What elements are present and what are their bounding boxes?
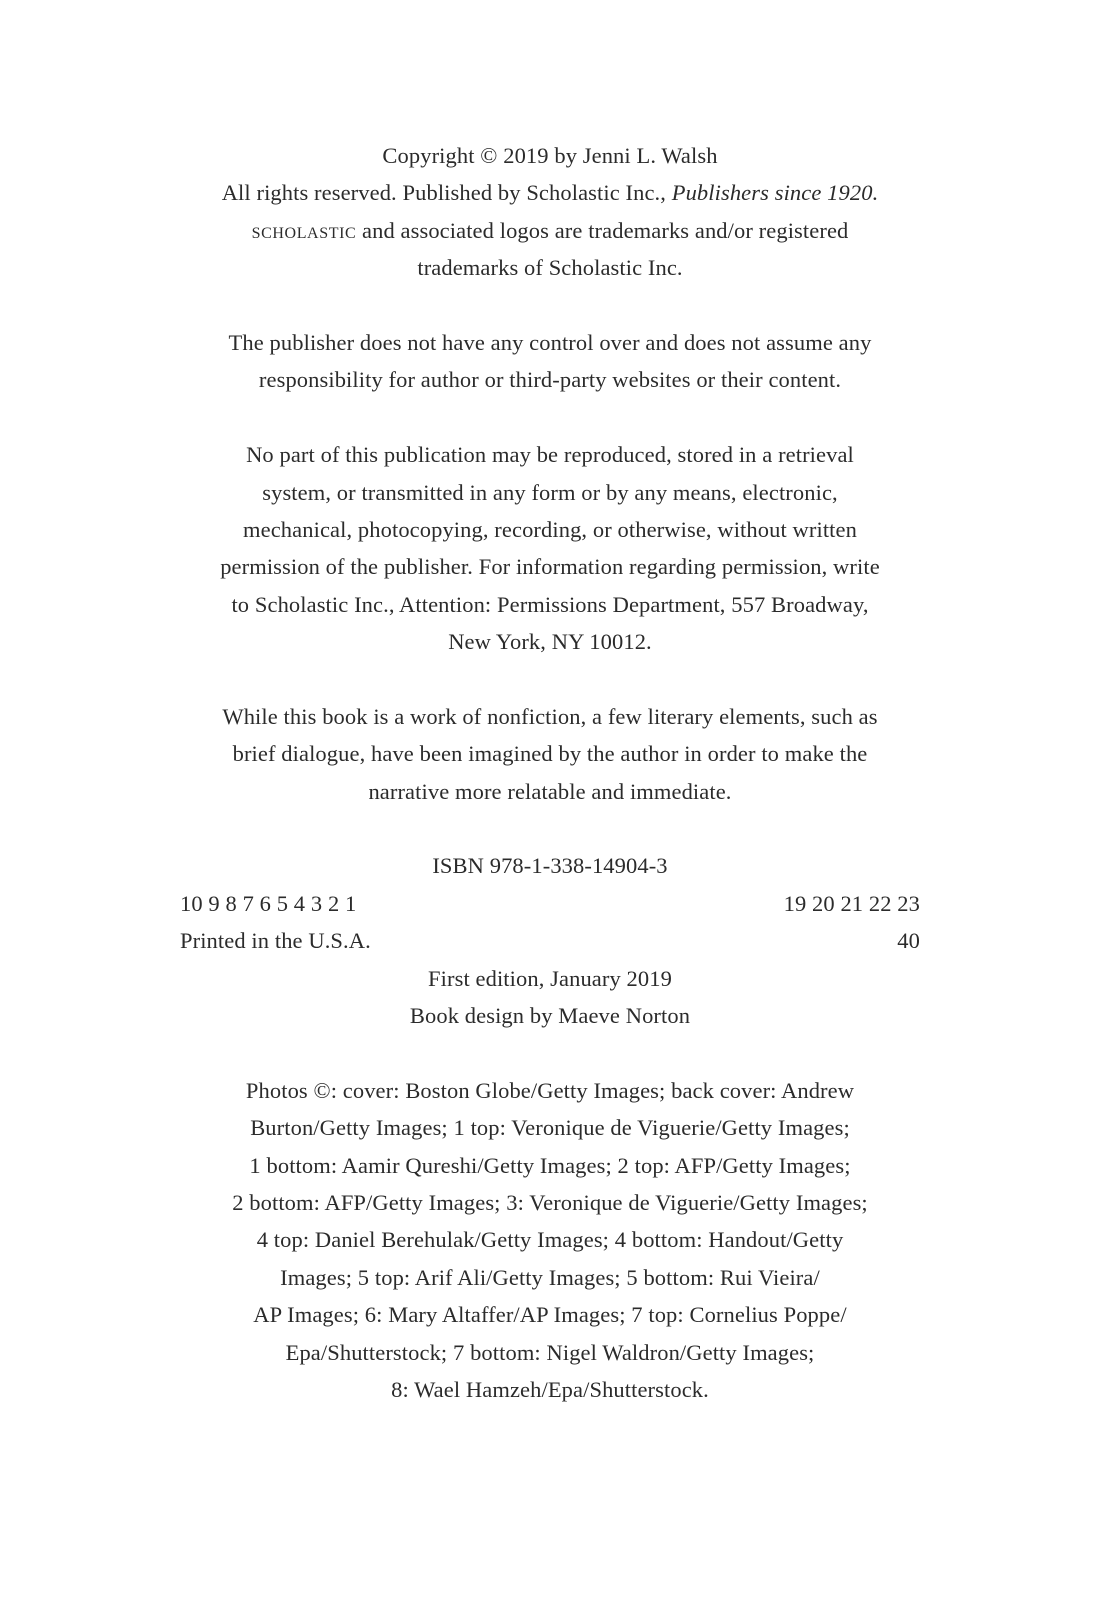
- photo-credits-line: 4 top: Daniel Berehulak/Getty Images; 4 bottom: Handout/Getty: [256, 1227, 844, 1253]
- photo-credits-line: Photos ©: cover: Boston Globe/Getty Images; back cover: Andrew: [245, 1077, 855, 1103]
- trademark-text: and associated logos are trademarks and/or registered: [356, 217, 849, 243]
- permissions-paragraph: [180, 436, 920, 660]
- photo-credits-paragraph: [180, 1072, 920, 1409]
- disclaimer-line: responsibility for author or third-party websites or their content.: [258, 367, 842, 393]
- nonfiction-note-line: narrative more relatable and immediate.: [368, 778, 732, 804]
- photo-credits-line: AP Images; 6: Mary Altaffer/AP Images; 7 top: Cornelius Poppe/: [253, 1302, 847, 1328]
- trademark-line: [180, 212, 920, 249]
- printed-in: Printed in the U.S.A.: [180, 928, 371, 954]
- photo-credits-line: Images; 5 top: Arif Ali/Getty Images; 5 bottom: Rui Vieira/: [280, 1264, 820, 1290]
- permissions-line: No part of this publication may be reproduced, stored in a retrieval: [246, 442, 854, 468]
- photo-credits-line: 2 bottom: AFP/Getty Images; 3: Veronique de Viguerie/Getty Images;: [232, 1189, 868, 1215]
- disclaimer-line: The publisher does not have any control over and does not assume any: [228, 329, 872, 355]
- edition: First edition, January 2019: [428, 965, 672, 991]
- printing-numbers-row: [180, 885, 920, 922]
- photo-credits-line: 8: Wael Hamzeh/Epa/Shutterstock.: [391, 1376, 709, 1402]
- scholastic-smallcaps: scholastic: [251, 217, 357, 243]
- photo-credits-line: 1 bottom: Aamir Qureshi/Getty Images; 2 top: AFP/Getty Images;: [249, 1152, 851, 1178]
- permissions-line: mechanical, photocopying, recording, or otherwise, without written: [243, 516, 857, 542]
- permissions-line: New York, NY 10012.: [448, 629, 652, 655]
- rights-reserved-line: [180, 174, 920, 211]
- printing-numbers-left: 10 9 8 7 6 5 4 3 2 1: [180, 890, 357, 916]
- nonfiction-note-line: While this book is a work of nonfiction, a few literary elements, such as: [222, 703, 878, 729]
- publication-info: [180, 847, 920, 1034]
- printed-in-row: [180, 922, 920, 959]
- permissions-line: to Scholastic Inc., Attention: Permissions Department, 557 Broadway,: [231, 591, 869, 617]
- copyright-notice: [180, 137, 920, 287]
- copyright-line: Copyright © 2019 by Jenni L. Walsh: [382, 143, 718, 168]
- printing-numbers-right: 19 20 21 22 23: [783, 890, 920, 916]
- copyright-text-block: [180, 137, 920, 1408]
- nonfiction-note-line: brief dialogue, have been imagined by the author in order to make the: [232, 741, 868, 767]
- nonfiction-note-paragraph: [180, 698, 920, 810]
- photo-credits-line: Burton/Getty Images; 1 top: Veronique de Viguerie/Getty Images;: [250, 1115, 850, 1141]
- trademark-line-2: trademarks of Scholastic Inc.: [417, 255, 683, 281]
- isbn: ISBN 978-1-338-14904-3: [432, 853, 668, 879]
- permissions-line: system, or transmitted in any form or by any means, electronic,: [262, 479, 838, 505]
- design-credit: Book design by Maeve Norton: [409, 1002, 691, 1028]
- printer-code: 40: [897, 928, 920, 954]
- photo-credits-line: Epa/Shutterstock; 7 bottom: Nigel Waldron/Getty Images;: [285, 1339, 815, 1365]
- permissions-line: permission of the publisher. For information regarding permission, write: [220, 554, 880, 580]
- publishers-since-text: Publishers since 1920.: [671, 180, 879, 206]
- disclaimer-paragraph: [180, 324, 920, 399]
- rights-reserved-text: All rights reserved. Published by Scholastic Inc.,: [221, 180, 672, 206]
